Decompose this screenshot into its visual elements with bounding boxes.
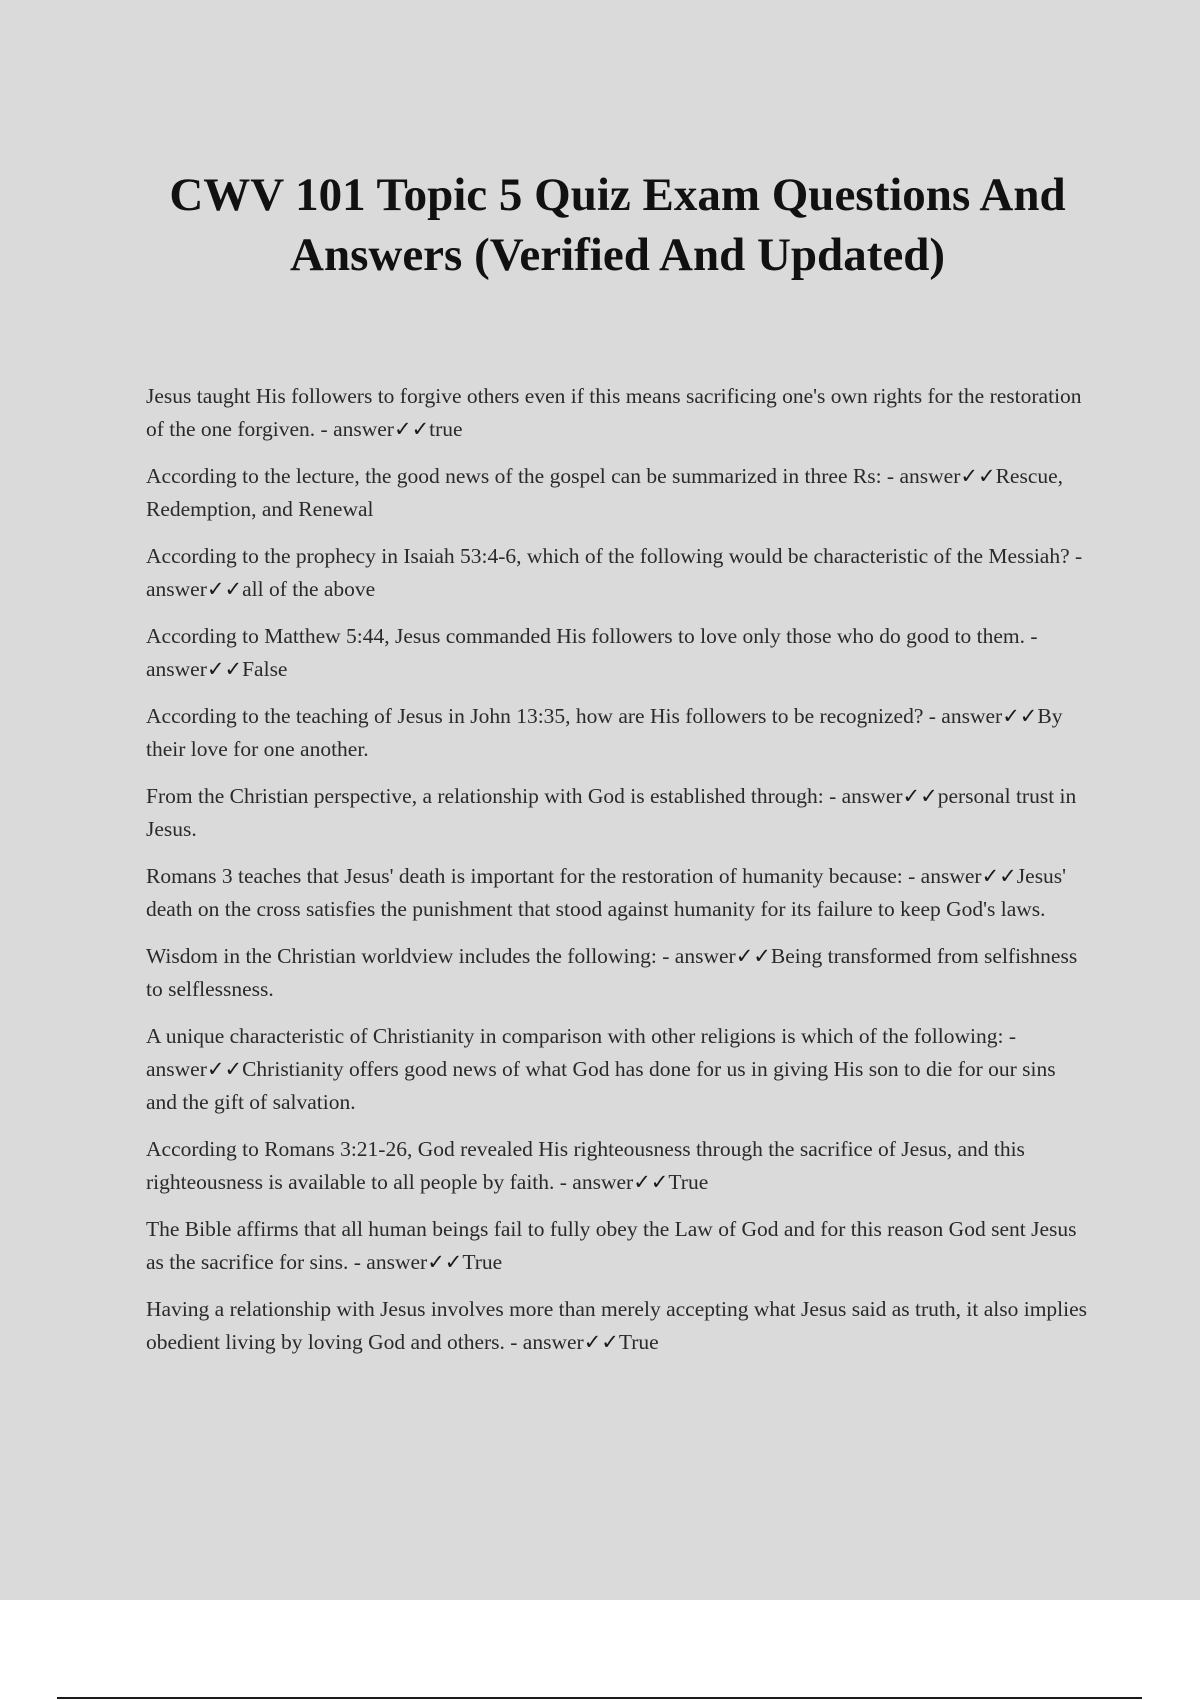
qa-item-1 — [146, 380, 1091, 446]
answer-text: False — [242, 657, 288, 681]
check-marks-icon: ✓✓ — [1002, 704, 1038, 728]
qa-item-7 — [146, 860, 1091, 926]
answer-text: True — [668, 1170, 709, 1194]
check-marks-icon: ✓✓ — [735, 944, 771, 968]
answer-text: personal trust in Jesus. — [146, 784, 1077, 841]
check-marks-icon: ✓✓ — [427, 1250, 463, 1274]
check-marks-icon: ✓✓ — [583, 1330, 619, 1354]
answer-text: all of the above — [242, 577, 376, 601]
qa-item-11 — [146, 1213, 1091, 1279]
question-text: Romans 3 teaches that Jesus' death is important for the restoration of humanity because: - answer — [146, 864, 982, 888]
qa-item-12 — [146, 1293, 1091, 1359]
answer-text: Rescue, Redemption, and Renewal — [146, 464, 1064, 521]
check-marks-icon: ✓✓ — [960, 464, 996, 488]
question-text: According to Romans 3:21-26, God revealed His righteousness through the sacrifice of Jesus, and this righteousness is available to all people by faith. - answer — [146, 1137, 1025, 1194]
check-marks-icon: ✓✓ — [902, 784, 938, 808]
qa-item-2 — [146, 460, 1091, 526]
qa-item-10 — [146, 1133, 1091, 1199]
check-marks-icon: ✓✓ — [393, 417, 430, 441]
question-text: Jesus taught His followers to forgive others even if this means sacrificing one's own rights for the restoration of the one forgiven. - answer — [146, 384, 1082, 441]
check-marks-icon: ✓✓ — [206, 1057, 243, 1081]
answer-text: true — [429, 417, 463, 441]
question-text: According to the prophecy in Isaiah 53:4-6, which of the following would be characteristic of the Messiah? - answer — [146, 544, 1083, 601]
check-marks-icon: ✓✓ — [981, 864, 1017, 888]
question-text: According to the lecture, the good news of the gospel can be summarized in three Rs: - answer — [146, 464, 961, 488]
question-text: Having a relationship with Jesus involves more than merely accepting what Jesus said as truth, it also implies obedient living by loving God and others. - answer — [146, 1297, 1088, 1354]
check-marks-icon: ✓✓ — [633, 1170, 669, 1194]
qa-item-3 — [146, 540, 1091, 606]
answer-text: Christianity offers good news of what God has done for us in giving His son to die for our sins and the gift of salvation. — [146, 1057, 1056, 1114]
qa-item-6 — [146, 780, 1091, 846]
answer-text: Jesus' death on the cross satisfies the punishment that stood against humanity for its failure to keep God's laws. — [146, 864, 1067, 921]
qa-item-9 — [146, 1020, 1091, 1119]
check-marks-icon: ✓✓ — [206, 577, 243, 601]
answer-text: Being transformed from selfishness to selflessness. — [146, 944, 1078, 1001]
question-text: Wisdom in the Christian worldview includes the following: - answer — [146, 944, 736, 968]
check-marks-icon: ✓✓ — [206, 657, 243, 681]
question-text: A unique characteristic of Christianity in comparison with other religions is which of the following: - answer — [146, 1024, 1016, 1081]
answer-text: True — [462, 1250, 503, 1274]
question-text: The Bible affirms that all human beings fail to fully obey the Law of God and for this reason God sent Jesus as the sacrifice for sins. - answer — [146, 1217, 1077, 1274]
qa-item-4 — [146, 620, 1091, 686]
question-text: From the Christian perspective, a relationship with God is established through: - answer — [146, 784, 903, 808]
footer-divider — [57, 1697, 1142, 1699]
answer-text: True — [618, 1330, 659, 1354]
qa-list — [146, 380, 1091, 1373]
question-text: According to Matthew 5:44, Jesus commanded His followers to love only those who do good to them. - answer — [146, 624, 1038, 681]
qa-item-8 — [146, 940, 1091, 1006]
answer-text: By their love for one another. — [146, 704, 1063, 761]
qa-item-5 — [146, 700, 1091, 766]
question-text: According to the teaching of Jesus in John 13:35, how are His followers to be recognized? - answer — [146, 704, 1003, 728]
document-title: CWV 101 Topic 5 Quiz Exam Questions And Answers (Verified And Updated) — [169, 169, 1066, 281]
